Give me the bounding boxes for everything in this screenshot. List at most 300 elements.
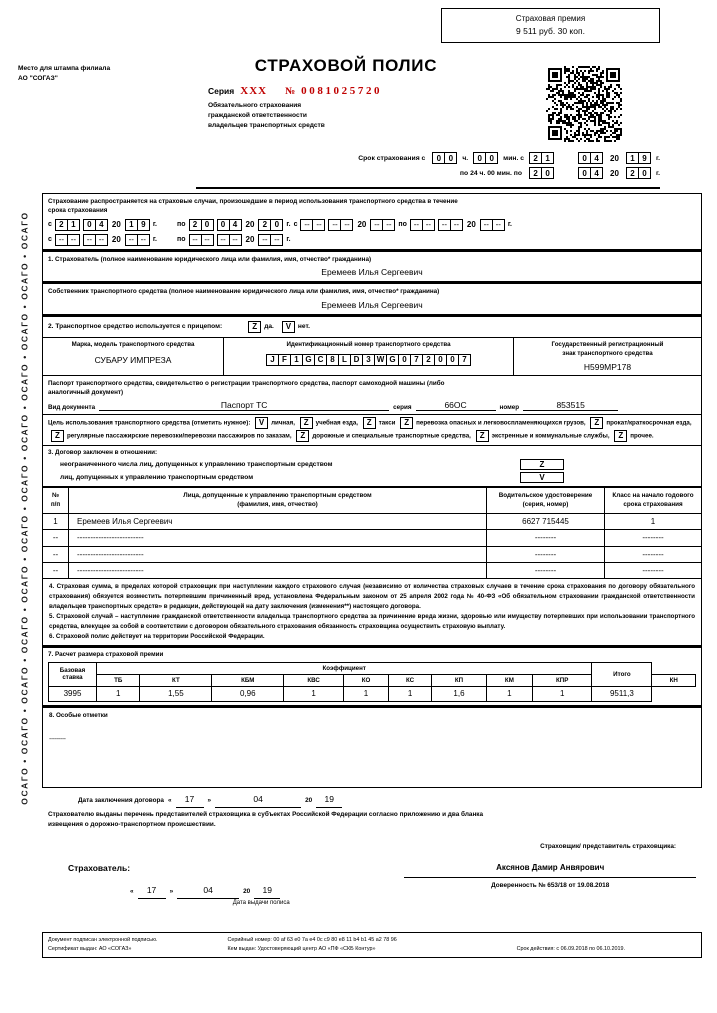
yp: 20 (357, 220, 367, 230)
c: -- (370, 219, 383, 231)
insurer-rep-name: Аксянов Дамир Анвярович (404, 862, 696, 878)
trailer-yes-checkbox[interactable]: Z (248, 321, 261, 333)
trailer-title: 2. Транспортное средство используется с прицепом: (48, 323, 223, 331)
ys: г. (286, 236, 291, 244)
purpose-label-7: дорожные и специальные транспортные средства, (312, 432, 473, 440)
purpose-checkbox-2[interactable]: Z (363, 417, 376, 429)
c-h1: Класс на начало годового (612, 491, 694, 499)
up1-year2 (258, 219, 283, 231)
vehicle-plate-head-1: Государственный регистрационный (551, 340, 664, 348)
premium-val-КН: 1 (532, 686, 591, 701)
notice-line-2: извещения о дорожно-транспортном происшествии. (48, 820, 216, 828)
drivers-table-header-row (43, 488, 702, 514)
premium-col-КМ: КМ (486, 674, 532, 686)
driver-num-3: -- (43, 562, 69, 578)
driver-name-3: ------------------------- (69, 562, 487, 578)
usage-period-row-2 (48, 234, 696, 246)
purpose-text (48, 417, 696, 443)
up1-day3 (300, 219, 325, 231)
drivers-col-persons (69, 488, 487, 514)
issue-day: 17 (138, 884, 166, 899)
contract-unlimited-checkbox[interactable]: Z (520, 459, 564, 470)
driver-class-1: -------- (605, 530, 702, 546)
yp: 20 (111, 235, 121, 245)
premium-col-КН: КН (652, 674, 696, 686)
c: 2 (55, 219, 68, 231)
num-h1: № (51, 491, 60, 499)
c: 2 (189, 219, 202, 231)
premium-val-КПР: 1 (486, 686, 532, 701)
c: 2 (258, 219, 271, 231)
purpose-checkbox-9[interactable]: Z (614, 430, 627, 442)
drivers-col-license (487, 488, 605, 514)
special-marks-body (49, 736, 695, 784)
owner-value: Еремеев Илья Сергеевич (321, 299, 423, 310)
c: -- (422, 219, 435, 231)
page-title: СТРАХОВОЙ ПОЛИС (254, 56, 438, 75)
vin-char-10: G (386, 354, 399, 366)
up-from-1: с (48, 221, 52, 229)
premium-val-КБМ: 1,55 (140, 686, 212, 701)
purpose-label-3: перевозка опасных и (416, 419, 484, 427)
subtitle-line-2: гражданской ответственности (208, 112, 307, 120)
c: -- (258, 234, 271, 246)
vin-char-4: C (314, 354, 327, 366)
electronic-signature-footer (42, 932, 702, 958)
power-of-attorney: Доверенность № 653/18 от 19.08.2018 (491, 882, 610, 890)
c: -- (438, 219, 451, 231)
purpose-label-6: регулярные пассажирские перевозки/перевозки пассажиров по заказам, (67, 432, 294, 440)
c: -- (55, 234, 68, 246)
document-number-label: номер (499, 403, 520, 411)
ys: г. (507, 221, 512, 229)
usage-period-row-1 (48, 219, 696, 231)
trailer-no-checkbox[interactable]: V (282, 321, 295, 333)
sm-2: 4 (590, 152, 603, 164)
driver-num-0: 1 (43, 514, 69, 530)
c: -- (340, 219, 353, 231)
table-row (43, 546, 702, 562)
purpose-checkbox-3[interactable]: Z (400, 417, 413, 429)
table-row (43, 514, 702, 530)
trailer-no-label: нет. (297, 323, 310, 331)
osago-side-text: ОСАГО • ОСАГО • ОСАГО • ОСАГО • ОСАГО • ОСАГО • ОСАГО • ОСАГО • ОСАГО • ОСАГО • ОСАГО • ОСАГО (20, 211, 30, 805)
c: -- (410, 219, 423, 231)
c: 1 (67, 219, 80, 231)
em-1: 0 (578, 167, 591, 179)
ys: г. (286, 221, 291, 229)
premium-val-КТ: 1 (97, 686, 140, 701)
purpose-label-9: прочее. (630, 432, 654, 440)
term-from-label: Срок страхования с (358, 154, 426, 162)
c: -- (217, 234, 230, 246)
c: -- (300, 219, 313, 231)
issue-date-row (48, 884, 404, 899)
c: -- (312, 219, 325, 231)
stamp-line-2: АО "СОГАЗ" (18, 74, 58, 82)
driver-name-2: ------------------------- (69, 546, 487, 562)
c-h2: срока страхования (623, 500, 683, 508)
stamp-line-1: Место для штампа филиала (18, 65, 111, 72)
insurer-sign-block (404, 862, 696, 908)
up1-day4 (410, 219, 435, 231)
vin-char-1: F (278, 354, 291, 366)
vin-char-2: 1 (290, 354, 303, 366)
c: -- (125, 234, 138, 246)
vin-char-12: 7 (410, 354, 423, 366)
vin-char-0: J (266, 354, 279, 366)
vin-char-9: W (374, 354, 387, 366)
legal-p4: 4. Страховая сумма, в пределах которой страховщик при наступлении каждого страхового случая (независимо от количества страховых случаев в течение срока страхования по договору обязательного страхования) обязуется возместить потерпевшим причиненный вред, установлена Федеральным законом от 25 апреля 2002 года № 40-ФЗ «Об обязательном страховании гражданской ответственности владельцев транспортных средств» в редакции, действующей на дату заключения (изменения**) настоящего договора. (49, 582, 695, 610)
driver-name-0: Еремеев Илья Сергеевич (69, 514, 487, 530)
ey-2: 0 (638, 167, 651, 179)
usage-period-section (42, 193, 702, 250)
yp: 20 (466, 220, 476, 230)
c: 1 (125, 219, 138, 231)
issue-month: 04 (177, 884, 239, 899)
premium-col-КПР: КПР (532, 674, 591, 686)
signatures-row (48, 862, 696, 908)
purpose-label-1: учебная езда, (315, 419, 360, 427)
purpose-checkbox-6[interactable]: Z (51, 430, 64, 442)
premium-val-КВС: 0,96 (212, 686, 284, 701)
vehicle-make-value: СУБАРУ ИМПРЕЗА (94, 354, 172, 365)
ys: г. (152, 221, 157, 229)
purpose-checkbox-5[interactable]: Z (590, 417, 603, 429)
conclusion-year: 19 (316, 793, 342, 808)
year-prefix-end: 20 (610, 168, 619, 178)
em-2: 4 (590, 167, 603, 179)
premium-col-КВС: КВС (284, 674, 344, 686)
series-value: XXX (240, 85, 268, 97)
premium-calc-title: 7. Расчет размера страховой премии (48, 651, 164, 659)
c: 0 (217, 219, 230, 231)
up1-month (83, 219, 108, 231)
premium-col-КП: КП (432, 674, 487, 686)
vehicle-table (42, 338, 702, 376)
up1-month4 (438, 219, 463, 231)
usage-period-title-1: Страхование распространяется на страховые случаи, произошедшие в период использования транспортного средства в течение (48, 198, 458, 205)
esign-issued-by: Кем выдан: Удостоверяющий центр АО «ПФ «СКБ Контур» (227, 946, 376, 953)
year-prefix-start: 20 (610, 153, 619, 163)
contract-unlimited-label: неограниченного числа лиц, допущенных к управлению транспортным средством (60, 461, 333, 469)
driver-name-1: ------------------------- (69, 530, 487, 546)
esign-doc-signed: Документ подписан электронной подписью. (48, 937, 158, 943)
up1-day2 (189, 219, 214, 231)
purpose-section (42, 415, 702, 446)
document-series-label: серия (393, 403, 412, 411)
c: -- (137, 234, 150, 246)
up1-month3 (328, 219, 353, 231)
vehicle-make-head: Марка, модель транспортного средства (71, 340, 195, 348)
up1-year (125, 219, 150, 231)
document-row (48, 400, 696, 411)
premium-val-КС: 1 (344, 686, 389, 701)
coefficient-head: Коэффициент (97, 662, 592, 674)
vin-char-16: 7 (458, 354, 471, 366)
c: -- (328, 219, 341, 231)
c: -- (189, 234, 202, 246)
sm-1: 0 (578, 152, 591, 164)
vehicle-plate-col (513, 338, 701, 375)
sd-2: 1 (541, 152, 554, 164)
c: 0 (270, 219, 283, 231)
purpose-checkbox-1[interactable]: Z (300, 417, 313, 429)
driver-license-3: -------- (487, 562, 605, 578)
drivers-col-num (43, 488, 69, 514)
driver-class-2: -------- (605, 546, 702, 562)
conclusion-year-prefix: 20 (305, 797, 313, 805)
driver-num-1: -- (43, 530, 69, 546)
document-series-value: 66ОС (416, 400, 496, 411)
sy-1: 1 (626, 152, 639, 164)
vehicle-plate-value: Н599МР178 (583, 361, 632, 372)
c: -- (270, 234, 283, 246)
c: -- (480, 219, 493, 231)
document-number-value: 853515 (523, 400, 618, 411)
owner-title: Собственник транспортного средства (полное наименование юридического лица или фамилия, имя, отчество* гражданина) (48, 288, 440, 296)
premium-col-КТ: КТ (140, 674, 212, 686)
vin-char-3: G (302, 354, 315, 366)
ys: г. (152, 236, 157, 244)
purpose-intro: Цель использования транспортного средства (отметить нужное): (48, 419, 253, 427)
insurer-section (42, 250, 702, 282)
conclusion-section (42, 788, 702, 908)
yp: 20 (111, 220, 121, 230)
premium-amount: 9 511 руб. 30 коп. (516, 25, 585, 36)
year-suffix-start: г. (655, 154, 660, 162)
term-to-label: по 24 ч. 00 мин. по (459, 169, 523, 177)
driver-license-0: 6627 715445 (487, 514, 605, 530)
c: -- (382, 219, 395, 231)
up1-year4 (480, 219, 505, 231)
ed-1: 2 (529, 167, 542, 179)
c: 9 (137, 219, 150, 231)
premium-value-row (49, 686, 696, 701)
insurer-rep-label: Страховщик/ представитель страховщика: (540, 843, 676, 851)
vehicle-vin-cells (266, 354, 471, 366)
purpose-checkbox-8[interactable]: Z (476, 430, 489, 442)
insured-label: Страхователь: (68, 863, 131, 874)
document-section (42, 376, 702, 415)
driver-license-2: -------- (487, 546, 605, 562)
q-close-2: » (169, 887, 174, 895)
vin-char-14: 0 (434, 354, 447, 366)
l-h2: (серия, номер) (522, 500, 569, 508)
hh-2: 0 (444, 152, 457, 164)
table-row (43, 530, 702, 546)
issue-date-caption: Дата выдачи полиса (232, 899, 290, 906)
trailer-yes-label: да. (264, 323, 274, 331)
c: -- (67, 234, 80, 246)
c: 4 (229, 219, 242, 231)
esign-col-3 (517, 936, 696, 954)
document-type-label: Вид документа (48, 403, 96, 411)
purpose-label-5: прокат/краткосрочная езда, (606, 419, 692, 427)
legal-p6: 6. Страховой полис действует на территории Российской Федерации. (49, 633, 265, 641)
purpose-label-4: легковоспламеняющихся грузов, (483, 419, 588, 427)
esign-validity: Срок действия: с 06.09.2018 по 06.10.2019. (516, 946, 625, 952)
up-from-r2: с (48, 236, 52, 244)
owner-section (42, 282, 702, 314)
esign-serial-number: Серийный номер: 00 af 63 e0 7a e4 0c c9 80 e8 11 b4 b1 45 a2 78 96 (227, 937, 397, 943)
vin-char-8: 3 (362, 354, 375, 366)
premium-calc-table (48, 662, 696, 702)
up2-year (125, 234, 150, 246)
legal-section (42, 579, 702, 646)
p-h1: Лица, допущенные к управлению транспортным средством (183, 491, 372, 499)
special-marks-title: 8. Особые отметки (49, 711, 108, 719)
vin-char-6: L (338, 354, 351, 366)
up1-day (55, 219, 80, 231)
num-h2: п/п (50, 500, 61, 508)
q-close: » (207, 797, 212, 805)
driver-num-2: -- (43, 546, 69, 562)
c: -- (83, 234, 96, 246)
driver-class-3: -------- (605, 562, 702, 578)
issue-year-prefix: 20 (243, 887, 251, 895)
vin-char-15: 0 (446, 354, 459, 366)
contract-limited-checkbox[interactable]: V (520, 472, 564, 483)
up2-day (55, 234, 80, 246)
vin-char-11: 0 (398, 354, 411, 366)
special-marks-section (42, 706, 702, 788)
hh-1: 0 (432, 152, 445, 164)
yp: 20 (245, 220, 255, 230)
sy-2: 9 (638, 152, 651, 164)
legal-p5: 5. Страховой случай – наступление гражданской ответственности владельца транспортного средства за причинение вреда жизни, здоровью или имуществу потерпевших при использовании транспортного средства, влекущее за собой в соответствии с договором обязательного страхования обязанность страховщика осуществить страховую выплату. (49, 613, 695, 631)
drivers-table (42, 487, 702, 579)
vehicle-vin-col (223, 338, 513, 375)
minutes-label: мин. с (503, 154, 525, 162)
premium-val-КМ: 1,6 (432, 686, 487, 701)
mm-2: 0 (485, 152, 498, 164)
notice-line-1: Страхователю выданы перечень представителей страховщика в субъектах Российской Федерации согласно приложению и два бланка (48, 810, 484, 818)
up2-day2 (189, 234, 214, 246)
insurer-value: Еремеев Илья Сергеевич (321, 267, 423, 278)
q-open: « (167, 797, 172, 805)
up1-year3 (370, 219, 395, 231)
c: -- (95, 234, 108, 246)
special-marks-value: --------- (49, 736, 66, 744)
c: -- (229, 234, 242, 246)
hours-label: ч. (462, 154, 469, 162)
premium-col-ТБ: ТБ (97, 674, 140, 686)
esign-col-2 (227, 936, 516, 954)
series-label: Серия (208, 86, 235, 96)
c: -- (450, 219, 463, 231)
vin-char-7: D (350, 354, 363, 366)
sd-1: 2 (529, 152, 542, 164)
esign-cert-issued-to: Сертификат выдан: АО «СОГАЗ» (48, 946, 132, 953)
premium-val-КП: 1 (388, 686, 431, 701)
l-h1: Водительское удостоверение (498, 491, 593, 499)
premium-head-row-1 (49, 662, 696, 674)
purpose-checkbox-7[interactable]: Z (296, 430, 309, 442)
document-title-1: Паспорт транспортного средства, свидетельство о регистрации транспортного средства, паспорт самоходной машины (либо (48, 379, 445, 387)
premium-col-КС: КС (388, 674, 431, 686)
insured-sign-block (48, 862, 404, 908)
up-to-1: по (176, 221, 186, 229)
driver-license-1: -------- (487, 530, 605, 546)
contract-title: 3. Договор заключен в отношении: (48, 448, 158, 456)
usage-period-title-2: срока страхования (48, 207, 108, 215)
up-to-r2: по (176, 236, 186, 244)
ey-1: 2 (626, 167, 639, 179)
contract-limited-label: лиц, допущенных к управлению транспортным средством (60, 474, 254, 482)
insurer-title: 1. Страхователь (полное наименование юридического лица или фамилия, имя, отчество* гражданина) (48, 255, 372, 263)
up-from-2: с (293, 221, 298, 229)
esign-col-1 (48, 936, 227, 954)
premium-calc-section (42, 646, 702, 705)
c: 4 (95, 219, 108, 231)
premium-total-value: 9511,3 (592, 686, 652, 701)
document-type-value: Паспорт ТС (99, 400, 389, 411)
up1-month2 (217, 219, 242, 231)
c: 0 (201, 219, 214, 231)
ed-2: 0 (541, 167, 554, 179)
up-to-2: по (398, 221, 407, 229)
vehicle-plate-head-2: знак транспортного средства (562, 349, 653, 357)
purpose-label-2: такси (378, 419, 398, 427)
conclusion-date-label: Дата заключения договора (78, 797, 164, 805)
table-row (43, 562, 702, 578)
vin-char-13: 2 (422, 354, 435, 366)
document-title-2: аналогичный документ) (48, 389, 124, 397)
premium-val-КО: 1 (284, 686, 344, 701)
purpose-label-8: экстренные и коммунальные службы, (491, 432, 612, 440)
vin-char-5: 8 (326, 354, 339, 366)
br-2: ставка (62, 674, 83, 682)
c: 0 (83, 219, 96, 231)
subtitle-line-3: владельцев транспортных средств (208, 122, 325, 130)
yp: 20 (245, 235, 255, 245)
c: -- (492, 219, 505, 231)
up2-month2 (217, 234, 242, 246)
contract-limited-row (48, 472, 696, 483)
premium-col-КО: КО (344, 674, 389, 686)
vehicle-vin-head: Идентификационный номер транспортного средства (286, 340, 451, 348)
purpose-label-0: личная, (271, 419, 297, 427)
vehicle-make-col (43, 338, 223, 375)
premium-col-КБМ: КБМ (212, 674, 284, 686)
base-rate-head (49, 662, 97, 686)
drivers-col-class (605, 488, 702, 514)
q-open-2: « (130, 887, 134, 895)
conclusion-day: 17 (176, 793, 204, 808)
driver-class-0: 1 (605, 514, 702, 530)
contract-unlimited-row (48, 459, 696, 470)
conclusion-date-row (48, 793, 696, 808)
contract-section (42, 446, 702, 487)
year-suffix-end: г. (655, 169, 660, 177)
number-sign: № (285, 86, 296, 97)
mm-1: 0 (473, 152, 486, 164)
premium-val-ТБ: 3995 (49, 686, 97, 701)
osago-side-strip (14, 18, 36, 998)
purpose-checkbox-0[interactable]: V (255, 417, 268, 429)
policy-number: 0081025720 (301, 85, 383, 97)
premium-label: Страховая премия (515, 14, 586, 23)
trailer-section (42, 315, 702, 338)
conclusion-month: 04 (215, 793, 301, 808)
br-1: Базовая (59, 667, 86, 675)
up2-month (83, 234, 108, 246)
total-head: Итого (592, 662, 652, 686)
up2-year2 (258, 234, 283, 246)
subtitle-line-1: Обязательного страхования (208, 102, 302, 109)
issue-year: 19 (254, 884, 280, 899)
